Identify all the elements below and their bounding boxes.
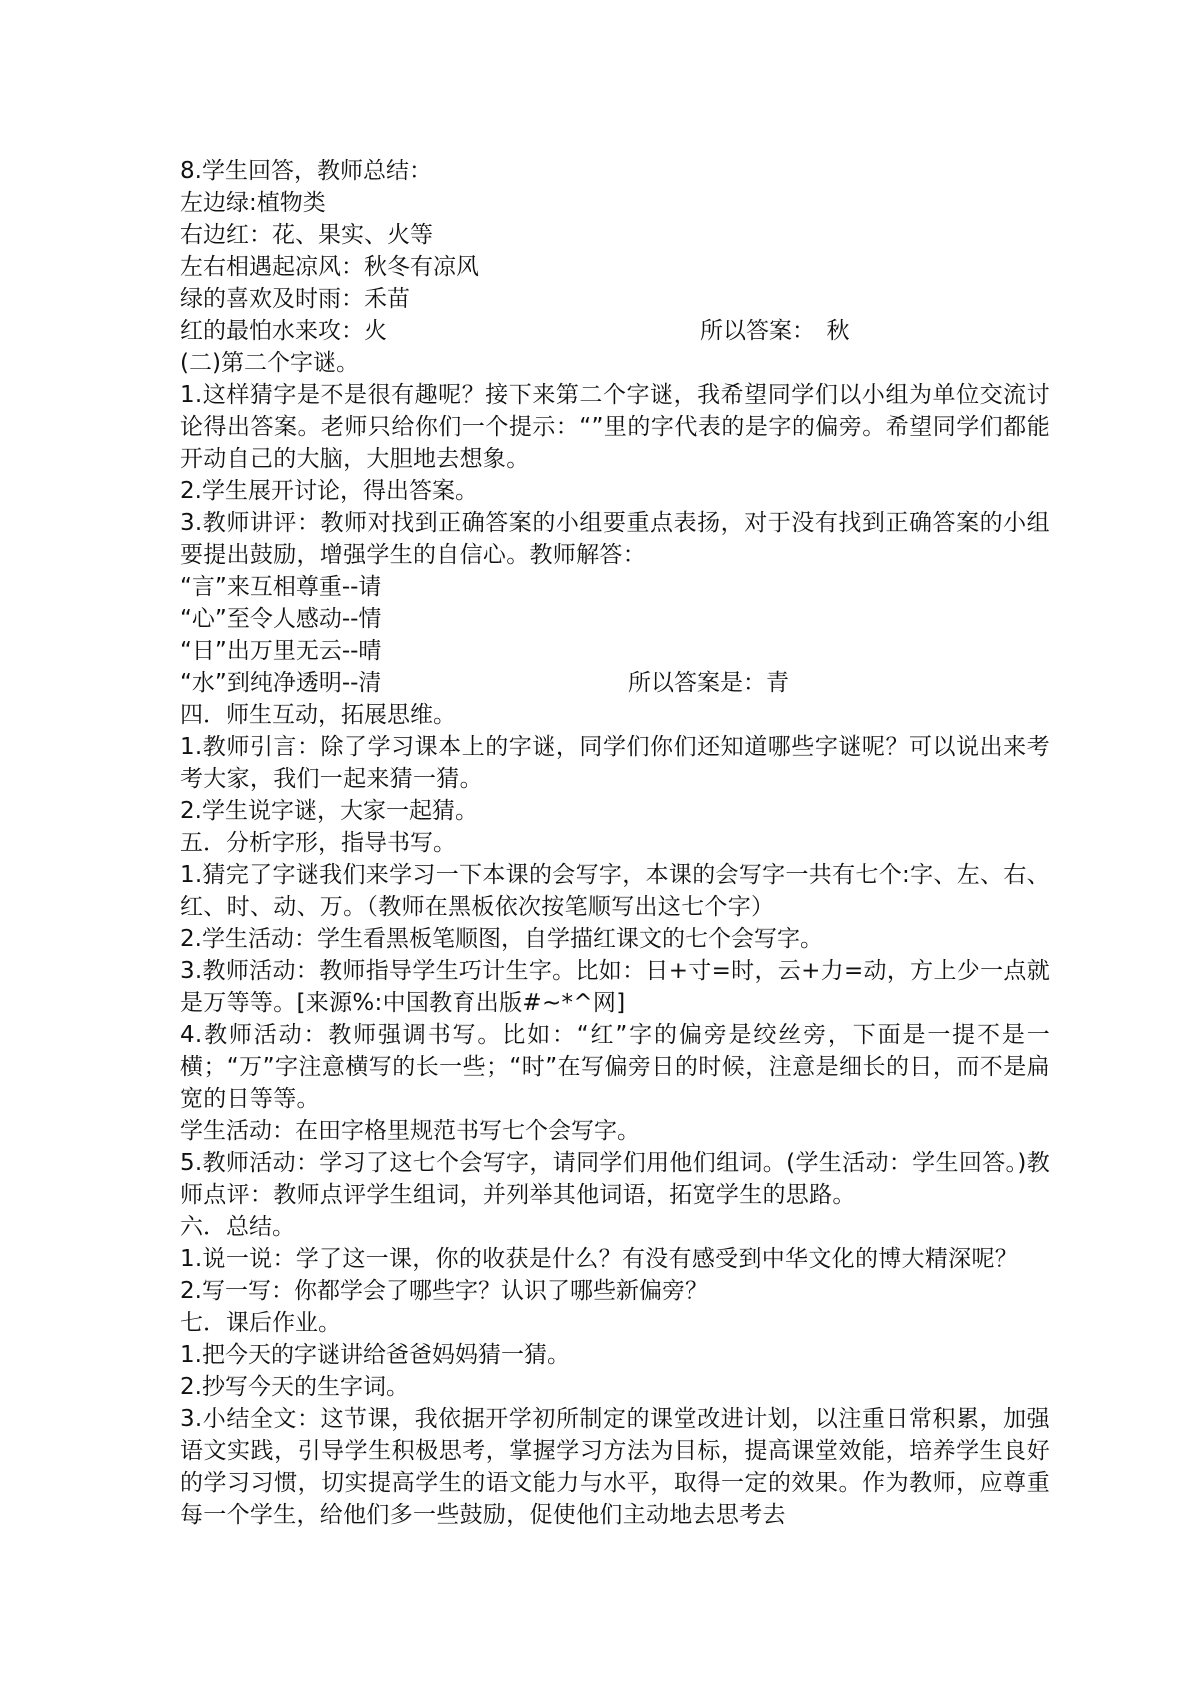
riddle-line: “心”至令人感动--情 (180, 606, 382, 632)
paragraph: 4.教师活动：教师强调书写。比如：“红”字的偏旁是绞丝旁，下面是一提不是一横；“万”字注意横写的长一些；“时”在写偏旁日的时候，注意是细长的日，而不是扁宽的日等等。 (180, 1022, 1050, 1112)
riddle-answer: 所以答案： 秋 (700, 318, 850, 344)
section-heading: 五．分析字形，指导书写。 (180, 830, 456, 856)
paragraph: 1.这样猜字是不是很有趣呢？接下来第二个字谜，我希望同学们以小组为单位交流讨论得出答案。老师只给你们一个提示：“”里的字代表的是字的偏旁。希望同学们都能开动自己的大脑，大胆地去想象。 (180, 382, 1050, 472)
riddle-line: 左右相遇起凉风：秋冬有凉风 (180, 254, 479, 280)
paragraph: 2.写一写：你都学会了哪些字？认识了哪些新偏旁？ (180, 1278, 708, 1304)
paragraph: 1.猜完了字谜我们来学习一下本课的会写字，本课的会写字一共有七个:字、左、右、红、时、动、万。（教师在黑板依次按笔顺写出这七个字） (180, 862, 1050, 920)
riddle-line: 右边红：花、果实、火等 (180, 222, 433, 248)
paragraph: 3.教师讲评：教师对找到正确答案的小组要重点表扬，对于没有找到正确答案的小组要提出鼓励，增强学生的自信心。教师解答： (180, 510, 1050, 568)
section-heading: (二)第二个字谜。 (180, 350, 359, 376)
paragraph: 2.学生活动：学生看黑板笔顺图，自学描红课文的七个会写字。 (180, 926, 823, 952)
paragraph: 3.教师活动：教师指导学生巧计生字。比如：日+寸=时，云+力=动，方上少一点就是万等等。[来源%:中国教育出版#~*^网] (180, 958, 1050, 1016)
riddle-line: 左边绿:植物类 (180, 190, 326, 216)
paragraph: 1.说一说：学了这一课，你的收获是什么？有没有感受到中华文化的博大精深呢？ (180, 1246, 1019, 1272)
summary-heading: 8.学生回答，教师总结： (180, 158, 432, 184)
riddle-line: “水”到纯净透明--清 (180, 670, 382, 696)
section-heading: 六．总结。 (180, 1214, 295, 1240)
section-heading: 七．课后作业。 (180, 1310, 341, 1336)
document-body (180, 155, 1050, 1531)
riddle-answer-row (180, 667, 1050, 699)
paragraph: 5.教师活动：学习了这七个会写字，请同学们用他们组词。(学生活动：学生回答。)教师点评：教师点评学生组词，并列举其他词语，拓宽学生的思路。 (180, 1150, 1050, 1208)
paragraph: 2.学生说字谜，大家一起猜。 (180, 798, 478, 824)
section-heading: 四．师生互动，拓展思维。 (180, 702, 456, 728)
paragraph: 1.教师引言：除了学习课本上的字谜，同学们你们还知道哪些字谜呢？可以说出来考考大家，我们一起来猜一猜。 (180, 734, 1050, 792)
riddle-line: 绿的喜欢及时雨：禾苗 (180, 286, 410, 312)
paragraph: 学生活动：在田字格里规范书写七个会写字。 (180, 1118, 640, 1144)
riddle-line: “日”出万里无云--晴 (180, 638, 382, 664)
riddle-line: “言”来互相尊重--请 (180, 574, 382, 600)
riddle-answer-row (180, 315, 1050, 347)
riddle-answer: 所以答案是：青 (628, 670, 789, 696)
paragraph: 1.把今天的字谜讲给爸爸妈妈猜一猜。 (180, 1342, 570, 1368)
paragraph: 3.小结全文：这节课，我依据开学初所制定的课堂改进计划，以注重日常积累，加强语文实践，引导学生积极思考，掌握学习方法为目标，提高课堂效能，培养学生良好的学习习惯，切实提高学生的语文能力与水平，取得一定的效果。作为教师，应尊重每一个学生，给他们多一些鼓励，促使他们主动地去思考去 (180, 1406, 1050, 1528)
paragraph: 2.抄写今天的生字词。 (180, 1374, 409, 1400)
paragraph: 2.学生展开讨论，得出答案。 (180, 478, 478, 504)
riddle-line: 红的最怕水来攻：火 (180, 318, 387, 344)
